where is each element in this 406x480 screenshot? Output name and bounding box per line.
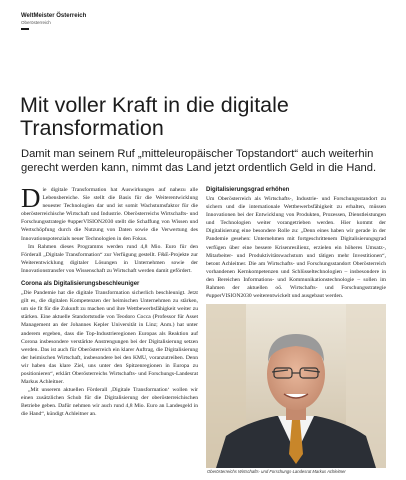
- paragraph: Um Oberösterreich als Wirtschafts-, Industrie- und Forschungsstandort zu sichern und die internationale Wettbewerbsfähigkeit zu erhalten, müssen Innovationen bei der Entwicklung von Produkten, Prozessen, Dienstleistungen und Technologien weiter vorangetrieben werden. Hier kommt der Digitalisierung eine besondere Rolle zu: „Denn eines haben wir gerade in der Pandemie gesehen: Unternehmen mit fortgeschrittenem Digitalisierungsgrad verfügen über eine bessere Krisenresilienz, erzielen ein höheres Umsatz-, Mitarbeiter- und Produktivitätswachstum und tätigen mehr Investitionen“, betont Achleitner. Die am Wirtschafts- und Forschungsstandort Oberösterreich vorhandenen Kernkompetenzen und Schlüsseltechnologien – insbesondere in den Bereichen Informations- und Kommunikationstechnologie – sollen im Rahmen der aktuellen oö. Wirtschafts- und Forschungsstrategie #upperVISION2030 weiterentwickelt und ausgebaut werden.: [206, 196, 386, 300]
- drop-cap: D: [21, 183, 41, 213]
- subheading: Corona als Digitalisierungsbeschleuniger: [21, 281, 140, 288]
- article-title: Mit voller Kraft in die digitale Transformation: [20, 93, 289, 140]
- subsection-label: Oberösterreich: [21, 20, 51, 25]
- intro-paragraph: [21, 183, 198, 243]
- photo-caption: Oberösterreichs Wirtschafts- und Forschungs-Landesrat Markus Achleitner: [207, 469, 346, 474]
- paragraph: Im Rahmen dieses Programms werden rund 4,8 Mio. Euro für den Förderall „Digitale Transformation“ zur Verfügung gestellt. F&E-Projekte zur Weiterentwicklung digitaler Lösungen in Unternehmen sowie der Innovationstransfer von Wissenschaft zu Wirtschaft werden damit gefördert.: [21, 243, 198, 274]
- header-rule: [21, 28, 29, 30]
- portrait-photo: [206, 304, 386, 468]
- portrait-illustration: [206, 304, 386, 468]
- section-header: [21, 13, 86, 26]
- paragraph: „Die Pandemie hat die digitale Transformation sicherlich beschleunigt. Jetzt gilt es, die digitalen Kompetenzen der heimischen Unternehmen zu stärken, um sie fit für die Zukunft zu machen und ihre Wettbewerbsfähigkeit weiter zu stärken. Eine aktuelle Standortstudie von Teodoro Cocca (Professor für Asset Management an der Johannes Kepler Universität in Linz; Anm.) hat unter anderem ergeben, dass die Top-Industrieregionen Europas als Reaktion auf Corona insbesondere verstärkte Anstrengungen bei der Digitalisierung setzen werden. Das ist auch für Oberösterreich ein klarer Auftrag, die Digitalisierung der heimischen Wirtschaft, insbesondere bei den KMU, voranzutreiben. Denn wir haben das klare Ziel, uns unter den Spitzenregionen in Europa zu positionieren“, erklärt Oberösterreichs Wirtschafts- und Forschungs-Landesrat Markus Achleitner.: [21, 290, 198, 386]
- section-label: WeltMeister Österreich: [21, 13, 87, 19]
- subheading: Digitalisierungsgrad erhöhen: [206, 187, 290, 193]
- column-right: [206, 186, 386, 300]
- paragraph: „Mit unserem aktuellen Förderall ‚Digitale Transformation‘ wollen wir einen zusätzlichen Schub für die Digitalisierung der oberösterreichischen Betriebe geben. Dafür nehmen wir auch rund 4,8 Mio. Euro an Landesgeld in die Hand“, kündigt Achleitner an.: [21, 387, 198, 418]
- article-lead: Damit man seinem Ruf „mitteleuropäischer Topstandort“ auch weiterhin gerecht werden kann, nimmt das Land jetzt ordentlich Geld in die Hand.: [21, 148, 377, 174]
- column-left: [21, 183, 198, 419]
- intro-text: ie digitale Transformation hat Auswirkungen auf nahezu alle Lebensbereiche. Sie stellt die Basis für die Weiterentwicklung neuester Technologien dar und ist somit Wachstumsfaktor für die oberösterreichische Wirtschaft und Industrie. Oberösterreichs Wirtschafts- und Forschungsstrategie #upperVISION2030 stellt die Schaffung von Wissen und Wertschöpfung durch die Nutzung von Daten sowie die Verwertung des Innovationspotenzials neuer Technologien in den Fokus.: [21, 187, 198, 242]
